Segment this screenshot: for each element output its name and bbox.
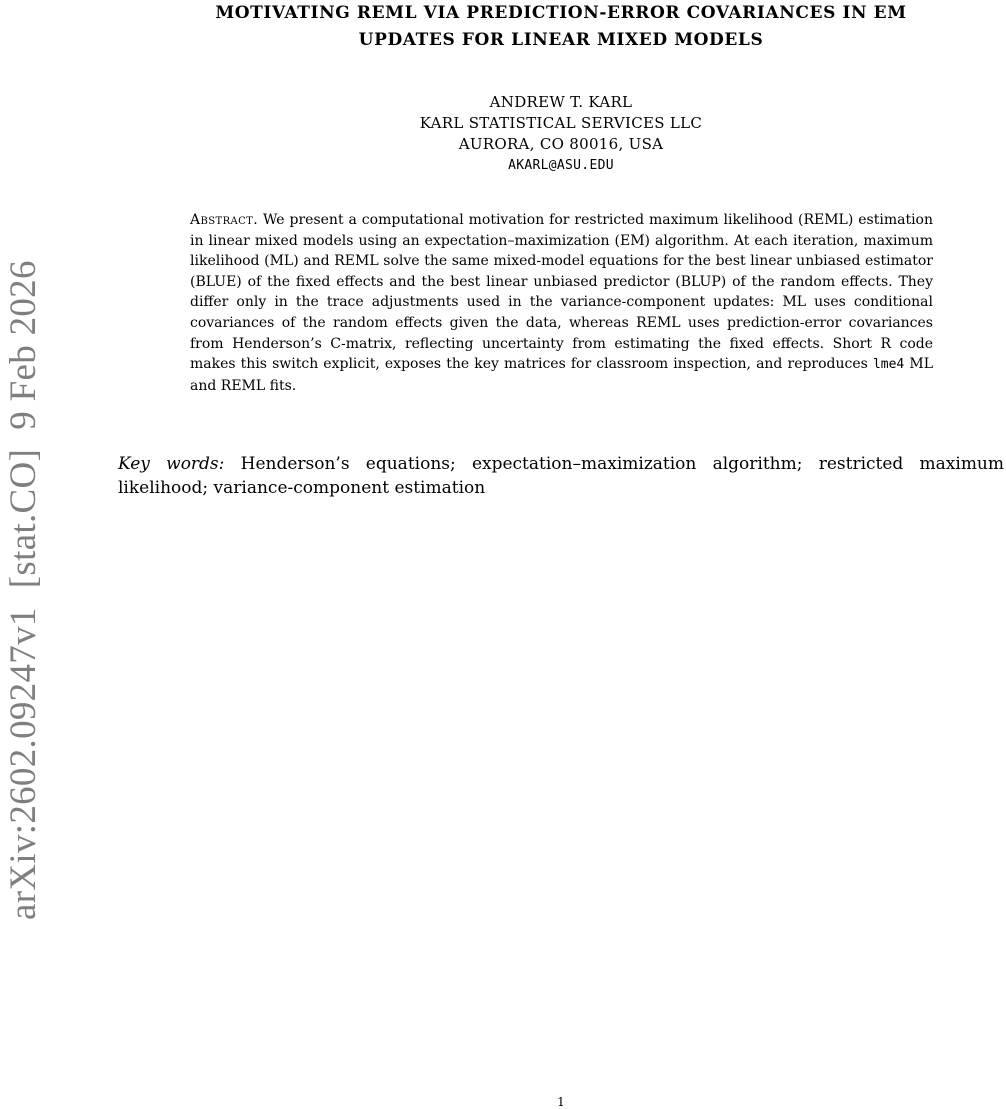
author-block (118, 92, 1004, 176)
abstract-code-lme4: lme4 (872, 357, 905, 373)
keywords-label: Key words: (118, 454, 225, 474)
abstract-text-2: ML and REML fits. (190, 356, 933, 394)
author-email[interactable]: AKARL@ASU.EDU (508, 158, 614, 173)
arxiv-category: [stat.CO] (3, 448, 44, 589)
abstract-label: Abstract. (190, 212, 259, 228)
title-line-1: MOTIVATING REML VIA PREDICTION-ERROR COVARIANCES IN EM (215, 3, 907, 23)
arxiv-id[interactable]: arXiv:2602.09247v1 (3, 607, 44, 920)
author-location: AURORA, CO 80016, USA (458, 135, 664, 153)
abstract-text-1: We present a computational motivation for restricted maximum likelihood (REML) estimation in linear mixed models using an expectation–maximization (EM) algorithm. At each iteration, maximum likelihood (ML) and REML solve the same mixed-model equations for the best linear unbiased estimator (BLUE) of the fixed effects and the best linear unbiased predictor (BLUP) of the random effects. They differ only in the trace adjustments used in the variance-component updates: ML uses conditional covariances of the random effects given the data, whereas REML uses prediction-error covariances from Henderson’s C-matrix, reflecting uncertainty from estimating the fixed effects. Short R code makes this switch explicit, exposes the key matrices for classroom inspection, and reproduces (190, 212, 933, 373)
keywords-text: Henderson’s equations; expectation–maximization algorithm; restricted maximum likelihood; variance-component estimation (118, 454, 1005, 498)
abstract (190, 210, 933, 396)
keywords (118, 452, 1004, 500)
author-name: ANDREW T. KARL (489, 93, 633, 111)
arxiv-sidebar-stamp (2, 180, 46, 920)
author-affiliation: KARL STATISTICAL SERVICES LLC (419, 114, 703, 132)
page-number: 1 (557, 1095, 565, 1109)
title-line-2: UPDATES FOR LINEAR MIXED MODELS (358, 30, 764, 50)
arxiv-date: 9 Feb 2026 (3, 260, 44, 430)
paper-title (118, 0, 1004, 54)
